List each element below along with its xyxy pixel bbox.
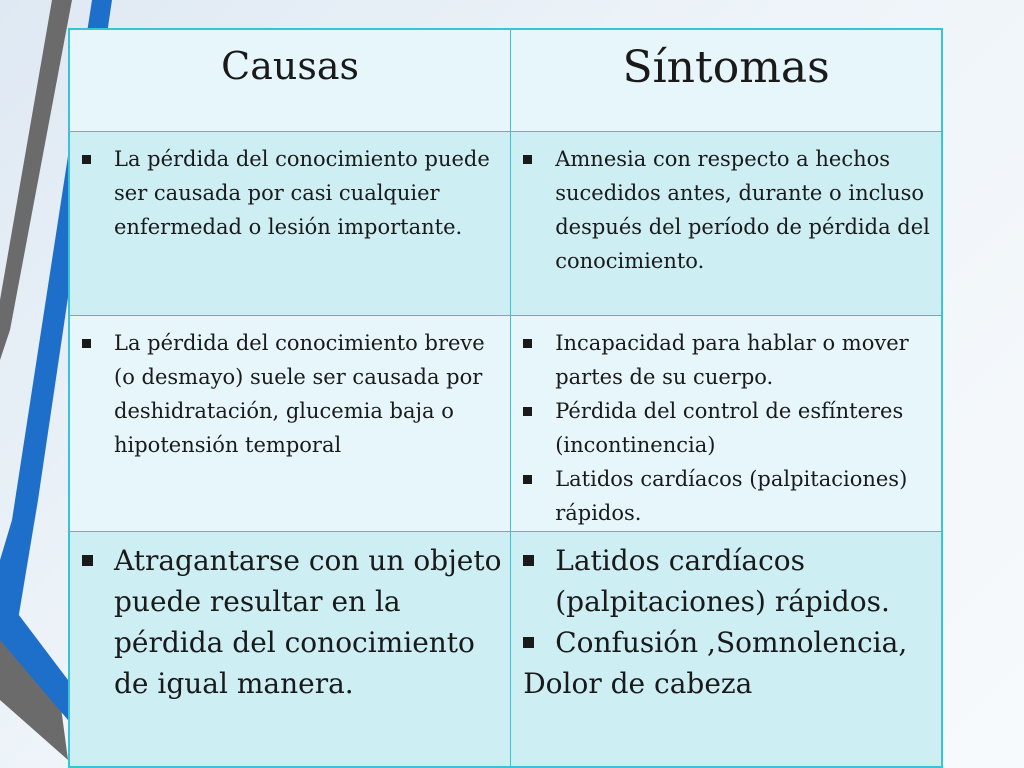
list-item: Pérdida del control de esfínteres (incontinencia) xyxy=(511,394,933,462)
list-item: Latidos cardíacos (palpitaciones) rápidos. xyxy=(511,462,933,530)
symptom-list xyxy=(511,532,941,663)
list-item: Latidos cardíacos (palpitaciones) rápidos. xyxy=(511,540,935,622)
list-item: Confusión ,Somnolencia, xyxy=(511,622,935,663)
table-header-row xyxy=(70,30,942,132)
cause-list xyxy=(70,532,510,704)
list-item: Incapacidad para hablar o mover partes de su cuerpo. xyxy=(511,326,933,394)
cause-cell xyxy=(70,316,511,532)
list-item: Amnesia con respecto a hechos sucedidos antes, durante o incluso después del período de pérdida del conocimiento. xyxy=(511,142,933,278)
table-row xyxy=(70,316,942,532)
header-causes: Causas xyxy=(70,30,511,132)
header-symptoms: Síntomas xyxy=(511,30,942,132)
symptom-extra-text: Dolor de cabeza xyxy=(523,667,753,700)
causes-symptoms-table xyxy=(68,28,943,768)
symptom-list xyxy=(511,132,941,278)
cause-cell xyxy=(70,532,511,767)
list-item: La pérdida del conocimiento breve (o desmayo) suele ser causada por deshidratación, glucemia baja o hipotensión temporal xyxy=(70,326,502,462)
cause-list xyxy=(70,132,510,244)
list-item: La pérdida del conocimiento puede ser causada por casi cualquier enfermedad o lesión importante. xyxy=(70,142,502,244)
symptom-list xyxy=(511,316,941,530)
symptom-cell xyxy=(511,316,942,532)
table-row xyxy=(70,532,942,767)
table-row xyxy=(70,132,942,316)
symptom-cell xyxy=(511,532,942,767)
symptom-cell xyxy=(511,132,942,316)
cause-cell xyxy=(70,132,511,316)
cause-list xyxy=(70,316,510,462)
list-item: Atragantarse con un objeto puede resultar en la pérdida del conocimiento de igual manera. xyxy=(70,540,504,704)
